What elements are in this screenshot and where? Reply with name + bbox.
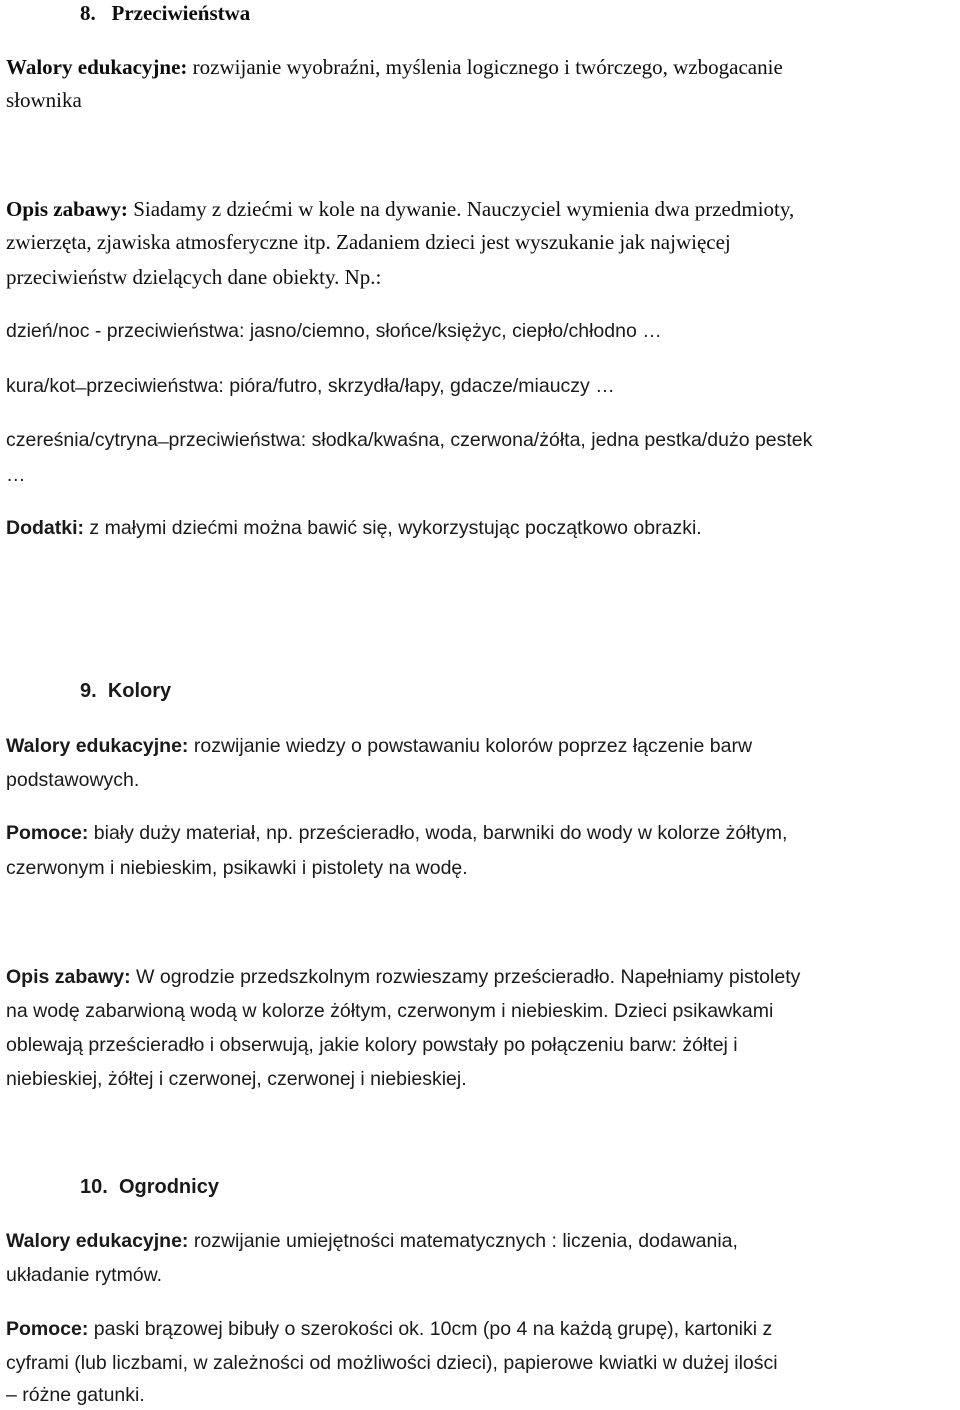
example-day-night: dzień/noc - przeciwieństwa: jasno/ciemno, słońce/księżyc, ciepło/chłodno … [6,320,662,342]
pomoce-text: paski brązowej bibuły o szerokości ok. 10cm (po 4 na każdą grupę), kartoniki z [88,1318,773,1340]
pomoce-line [6,1316,772,1342]
section-title: Przeciwieństwa [111,1,251,25]
opis-line-4: niebieskiej, żółtej i czerwonej, czerwonej i niebieskiej. [6,1068,467,1090]
walory-line-2: podstawowych. [6,769,140,791]
example-hen-cat: kura/kot ̶ przeciwieństwa: pióra/futro, skrzydła/łapy, gdacze/miauczy … [6,375,615,397]
pomoce-line [6,820,787,846]
walory-label: Walory edukacyjne: [6,1230,189,1252]
dodatki-line [6,515,702,541]
section-number: 10. [80,1176,108,1198]
walory-line-2: słownika [6,88,82,112]
walory-text: rozwijanie wiedzy o powstawaniu kolorów poprzez łączenie barw [188,735,753,757]
walory-line [6,733,752,759]
pomoce-line-3: – różne gatunki. [6,1384,145,1406]
dodatki-label: Dodatki: [6,517,84,539]
opis-label: Opis zabawy: [6,966,131,988]
opis-line-3: oblewają prześcieradło i obserwują, jakie kolory powstały po połączeniu barw: żółtej i [6,1034,738,1056]
walory-label: Walory edukacyjne: [6,55,188,79]
walory-text: rozwijanie umiejętności matematycznych : liczenia, dodawania, [188,1230,738,1252]
dodatki-text: z małymi dziećmi można bawić się, wykorzystując początkowo obrazki. [84,517,702,539]
section-number: 9. [80,680,97,702]
pomoce-label: Pomoce: [6,822,89,844]
walory-line [6,1228,738,1254]
section-8-heading [80,0,250,26]
pomoce-line-2: czerwonym i niebieskim, psikawki i pistolety na wodę. [6,857,468,879]
opis-line-2: na wodę zabarwioną wodą w kolorze żółtym, czerwonym i niebieskim. Dzieci psikawkami [6,1000,774,1022]
example-cherry-lemon-2: … [6,464,26,486]
section-10-heading [80,1174,219,1200]
section-title: Kolory [107,680,172,702]
opis-line-3: przeciwieństw dzielących dane obiekty. Np.: [6,265,382,289]
opis-text: Siadamy z dziećmi w kole na dywanie. Nauczyciel wymienia dwa przedmioty, [127,197,795,221]
opis-label: Opis zabawy: [6,197,128,221]
section-number: 8. [80,1,96,25]
opis-line-2: zwierzęta, zjawiska atmosferyczne itp. Zadaniem dzieci jest wyszukanie jak najwięcej [6,230,731,254]
opis-line [6,196,794,222]
section-9-heading [80,678,171,704]
walory-text: rozwijanie wyobraźni, myślenia logicznego i twórczego, wzbogacanie [187,55,783,79]
pomoce-text: biały duży materiał, np. prześcieradło, woda, barwniki do wody w kolorze żółtym, [88,822,788,844]
walory-line [6,54,783,80]
opis-text: W ogrodzie przedszkolnym rozwieszamy prześcieradło. Napełniamy pistolety [130,966,801,988]
pomoce-label: Pomoce: [6,1318,89,1340]
walory-line-2: układanie rytmów. [6,1264,163,1286]
section-title: Ogrodnicy [118,1176,219,1198]
example-cherry-lemon: czereśnia/cytryna ̶ przeciwieństwa: słodka/kwaśna, czerwona/żółta, jedna pestka/dużo pestek [6,429,813,451]
pomoce-line-2: cyframi (lub liczbami, w zależności od możliwości dzieci), papierowe kwiatki w dużej ilości [6,1352,778,1374]
opis-line [6,964,800,990]
walory-label: Walory edukacyjne: [6,735,189,757]
